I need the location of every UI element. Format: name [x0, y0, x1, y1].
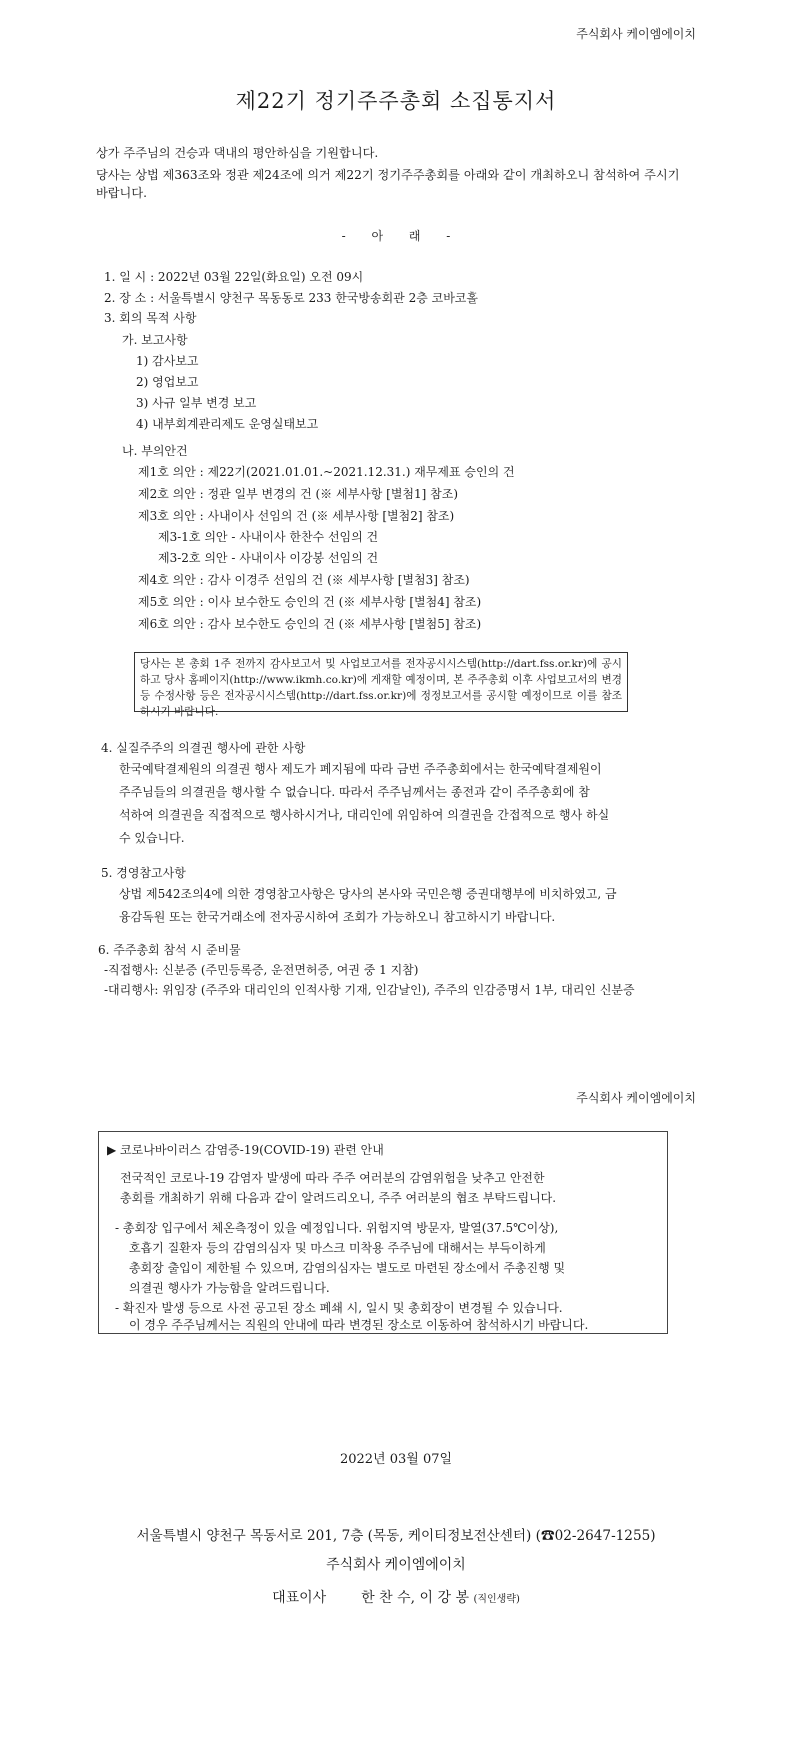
covid-bullet-line: - 확진자 발생 등으로 사전 공고된 장소 폐쇄 시, 일시 및 총회장이 변경될 수 있습니다. — [115, 1301, 563, 1315]
covid-bullet-line: - 총회장 입구에서 체온측정이 있을 예정입니다. 위험지역 방문자, 발열(37.5℃이상), — [115, 1221, 559, 1235]
agenda-title: 3. 회의 목적 사항 — [104, 311, 197, 325]
company-name-mid: 주식회사 케이엠에이치 — [576, 1091, 696, 1105]
covid-bullet-line: 호흡기 질환자 등의 감염의심자 및 마스크 미착용 주주님에 대해서는 부득이하게 — [129, 1241, 546, 1255]
section-title: 4. 실질주주의 의결권 행사에 관한 사항 — [101, 741, 306, 755]
disclosure-notice-box: 당사는 본 총회 1주 전까지 감사보고서 및 사업보고서를 전자공시시스템(http://dart.fss.or.kr)에 공시하고 당사 홈페이지(http://www.ikmh.co.kr)에 게재할 예정이며, 본 주주총회 이후 사업보고서의 변경 등 수정사항 등은 전자공시시스템(http://dart.fss.or.kr)에 정정보고서를 공시할 예정이므로 이를 참조하시기 바랍니다. — [134, 652, 628, 712]
resolution-title: 나. 부의안건 — [122, 444, 188, 458]
ceo-names: 한 찬 수, 이 강 봉 — [361, 1590, 469, 1606]
section-line: 한국예탁결제원의 의결권 행사 제도가 폐지됨에 따라 금번 주주총회에서는 한국예탁결제원이 — [119, 762, 602, 776]
resolution-item: 제5호 의안 : 이사 보수한도 승인의 건 (※ 세부사항 [별첨4] 참조) — [138, 595, 482, 609]
section-line: 융감독원 또는 한국거래소에 전자공시하여 조회가 가능하오니 참고하시기 바랍니다. — [119, 910, 556, 924]
section-title: 5. 경영참고사항 — [101, 866, 186, 880]
seal-omitted-note: (직인생략) — [473, 1594, 520, 1605]
resolution-sub-item: 제3-2호 의안 - 사내이사 이강봉 선임의 건 — [158, 551, 379, 565]
covid-intro-line: 전국적인 코로나-19 감염자 발생에 따라 주주 여러분의 감염위험을 낮추고 안전한 — [120, 1171, 545, 1185]
proxy-attendance-items: -대리행사: 위임장 (주주와 대리인의 인적사항 기재, 인감날인), 주주의 인감증명서 1부, 대리인 신분증 — [104, 983, 635, 997]
resolution-item: 제4호 의안 : 감사 이경주 선임의 건 (※ 세부사항 [별첨3] 참조) — [138, 573, 470, 587]
report-item: 1) 감사보고 — [136, 354, 199, 368]
company-address: 서울특별시 양천구 목동서로 201, 7층 (목동, 케이티정보전산센터) (☎02-2647-1255) — [136, 1528, 656, 1544]
covid-bullet-line: 의결권 행사가 가능함을 알려드립니다. — [129, 1281, 330, 1295]
covid-heading: ▶ 코로나바이러스 감염증-19(COVID-19) 관련 안내 — [107, 1143, 384, 1157]
section-line: 수 있습니다. — [119, 831, 185, 845]
intro-paragraph: 당사는 상법 제363조와 정관 제24조에 의거 제22기 정기주주총회를 아래와 같이 개최하오니 참석하여 주시기 바랍니다. — [96, 168, 680, 200]
report-item: 2) 영업보고 — [136, 375, 199, 389]
notice-date: 2022년 03월 07일 — [339, 1452, 453, 1467]
report-item: 4) 내부회계관리제도 운영실태보고 — [136, 417, 319, 431]
resolution-sub-item: 제3-1호 의안 - 사내이사 한찬수 선임의 건 — [158, 530, 379, 544]
section-line: 석하여 의결권을 직접적으로 행사하시거나, 대리인에 위임하여 의결권을 간접적으로 행사 하실 — [119, 808, 610, 822]
direct-attendance-items: -직접행사: 신분증 (주민등록증, 운전면허증, 여권 중 1 지참) — [104, 963, 419, 977]
section-line: 주주님들의 의결권을 행사할 수 없습니다. 따라서 주주님께서는 종전과 같이 주주총회에 참 — [119, 785, 590, 799]
resolution-item: 제1호 의안 : 제22기(2021.01.01.~2021.12.31.) 재무제표 승인의 건 — [138, 465, 515, 479]
report-item: 3) 사규 일부 변경 보고 — [136, 396, 257, 410]
footer-company-name: 주식회사 케이엠에이치 — [326, 1557, 466, 1573]
ceo-signature — [0, 1590, 792, 1608]
covid-bullet-line: 이 경우 주주님께서는 직원의 안내에 따라 변경된 장소로 이동하여 참석하시기 바랍니다. — [129, 1318, 589, 1332]
greeting: 상가 주주님의 건승과 댁내의 평안하심을 기원합니다. — [96, 146, 379, 160]
meeting-datetime: 1. 일 시 : 2022년 03월 22일(화요일) 오전 09시 — [104, 270, 364, 284]
resolution-item: 제6호 의안 : 감사 보수한도 승인의 건 (※ 세부사항 [별첨5] 참조) — [138, 617, 482, 631]
meeting-place: 2. 장 소 : 서울특별시 양천구 목동동로 233 한국방송회관 2층 코바코홀 — [104, 291, 478, 305]
ceo-label: 대표이사 — [272, 1590, 327, 1606]
resolution-item: 제3호 의안 : 사내이사 선임의 건 (※ 세부사항 [별첨2] 참조) — [138, 509, 455, 523]
below-marker: - 아 래 - — [341, 229, 451, 243]
covid-intro-line: 총회를 개최하기 위해 다음과 같이 알려드리오니, 주주 여러분의 협조 부탁드립니다. — [120, 1191, 557, 1205]
resolution-item: 제2호 의안 : 정관 일부 변경의 건 (※ 세부사항 [별첨1] 참조) — [138, 487, 459, 501]
header-company: 주식회사 케이엠에이치 — [576, 27, 696, 41]
section-title: 6. 주주총회 참석 시 준비물 — [98, 943, 241, 957]
section-line: 상법 제542조의4에 의한 경영참고사항은 당사의 본사와 국민은행 증권대행부에 비치하였고, 금 — [119, 887, 617, 901]
report-title: 가. 보고사항 — [122, 333, 188, 347]
covid-notice-box — [98, 1131, 668, 1334]
document-title: 제22기 정기주주총회 소집통지서 — [235, 89, 557, 113]
covid-bullet-line: 총회장 출입이 제한될 수 있으며, 감염의심자는 별도로 마련된 장소에서 주총진행 및 — [129, 1261, 566, 1275]
